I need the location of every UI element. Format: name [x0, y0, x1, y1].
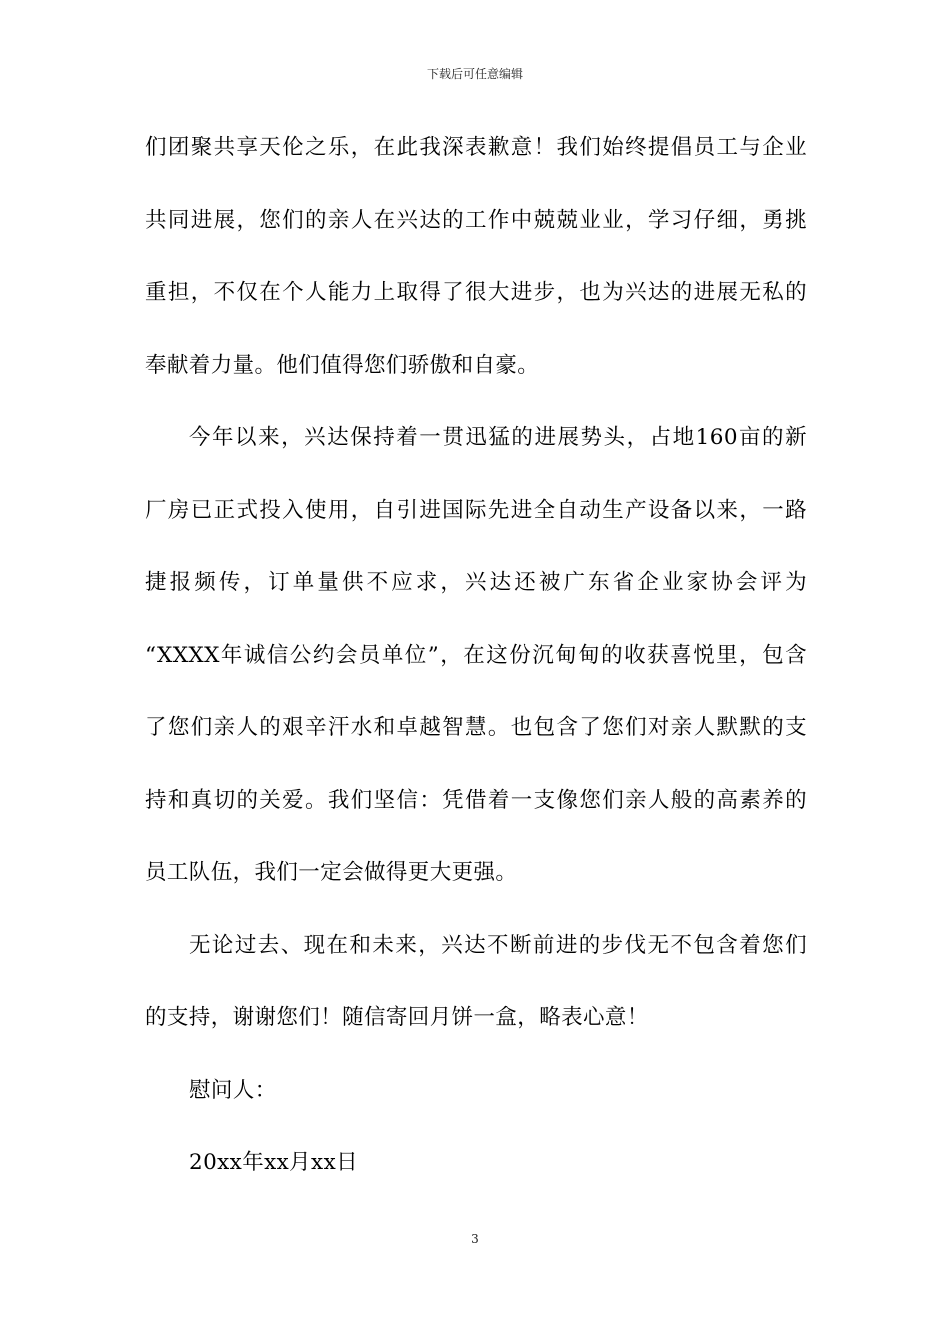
paragraph-3: [145, 926, 807, 1071]
text-line: 捷报频传，订单量供不应求，兴达还被广东省企业家协会评为: [145, 570, 807, 595]
page-header: 下载后可任意编辑: [426, 67, 523, 81]
text-line: 重担，不仅在个人能力上取得了很大进步，也为兴达的进展无私的: [145, 280, 807, 305]
page-number: 3: [471, 1232, 479, 1246]
signature-label: 慰问人：: [189, 1077, 277, 1103]
paragraph-2: [145, 418, 807, 926]
text-line: 的支持，谢谢您们！随信寄回月饼一盒，略表心意！: [145, 1005, 649, 1030]
text-line: “XXXX年诚信公约会员单位”，在这份沉甸甸的收获喜悦里，包含: [145, 642, 807, 668]
text-line: 今年以来，兴达保持着一贯迅猛的进展势头，占地160亩的新: [189, 425, 807, 450]
paragraph-1: [145, 128, 807, 418]
text-line: 持和真切的关爱。我们坚信：凭借着一支像您们亲人般的高素养的: [145, 787, 807, 813]
text-line: 无论过去、现在和未来，兴达不断前进的步伐无不包含着您们: [189, 932, 807, 958]
signature-date: 20xx年xx月xx日: [189, 1150, 359, 1175]
text-line: 员工队伍，我们一定会做得更大更强。: [145, 860, 518, 885]
text-line: 了您们亲人的艰辛汗水和卓越智慧。也包含了您们对亲人默默的支: [145, 715, 807, 740]
text-line: 共同进展，您们的亲人在兴达的工作中兢兢业业，学习仔细，勇挑: [145, 207, 807, 233]
text-line: 厂房已正式投入使用，自引进国际先进全自动生产设备以来，一路: [145, 497, 807, 523]
text-line: 们团聚共享天伦之乐，在此我深表歉意！我们始终提倡员工与企业: [145, 135, 807, 160]
letter-body: [145, 128, 807, 1216]
text-line: 奉献着力量。他们值得您们骄傲和自豪。: [145, 352, 540, 378]
signature-block: [145, 1071, 807, 1216]
